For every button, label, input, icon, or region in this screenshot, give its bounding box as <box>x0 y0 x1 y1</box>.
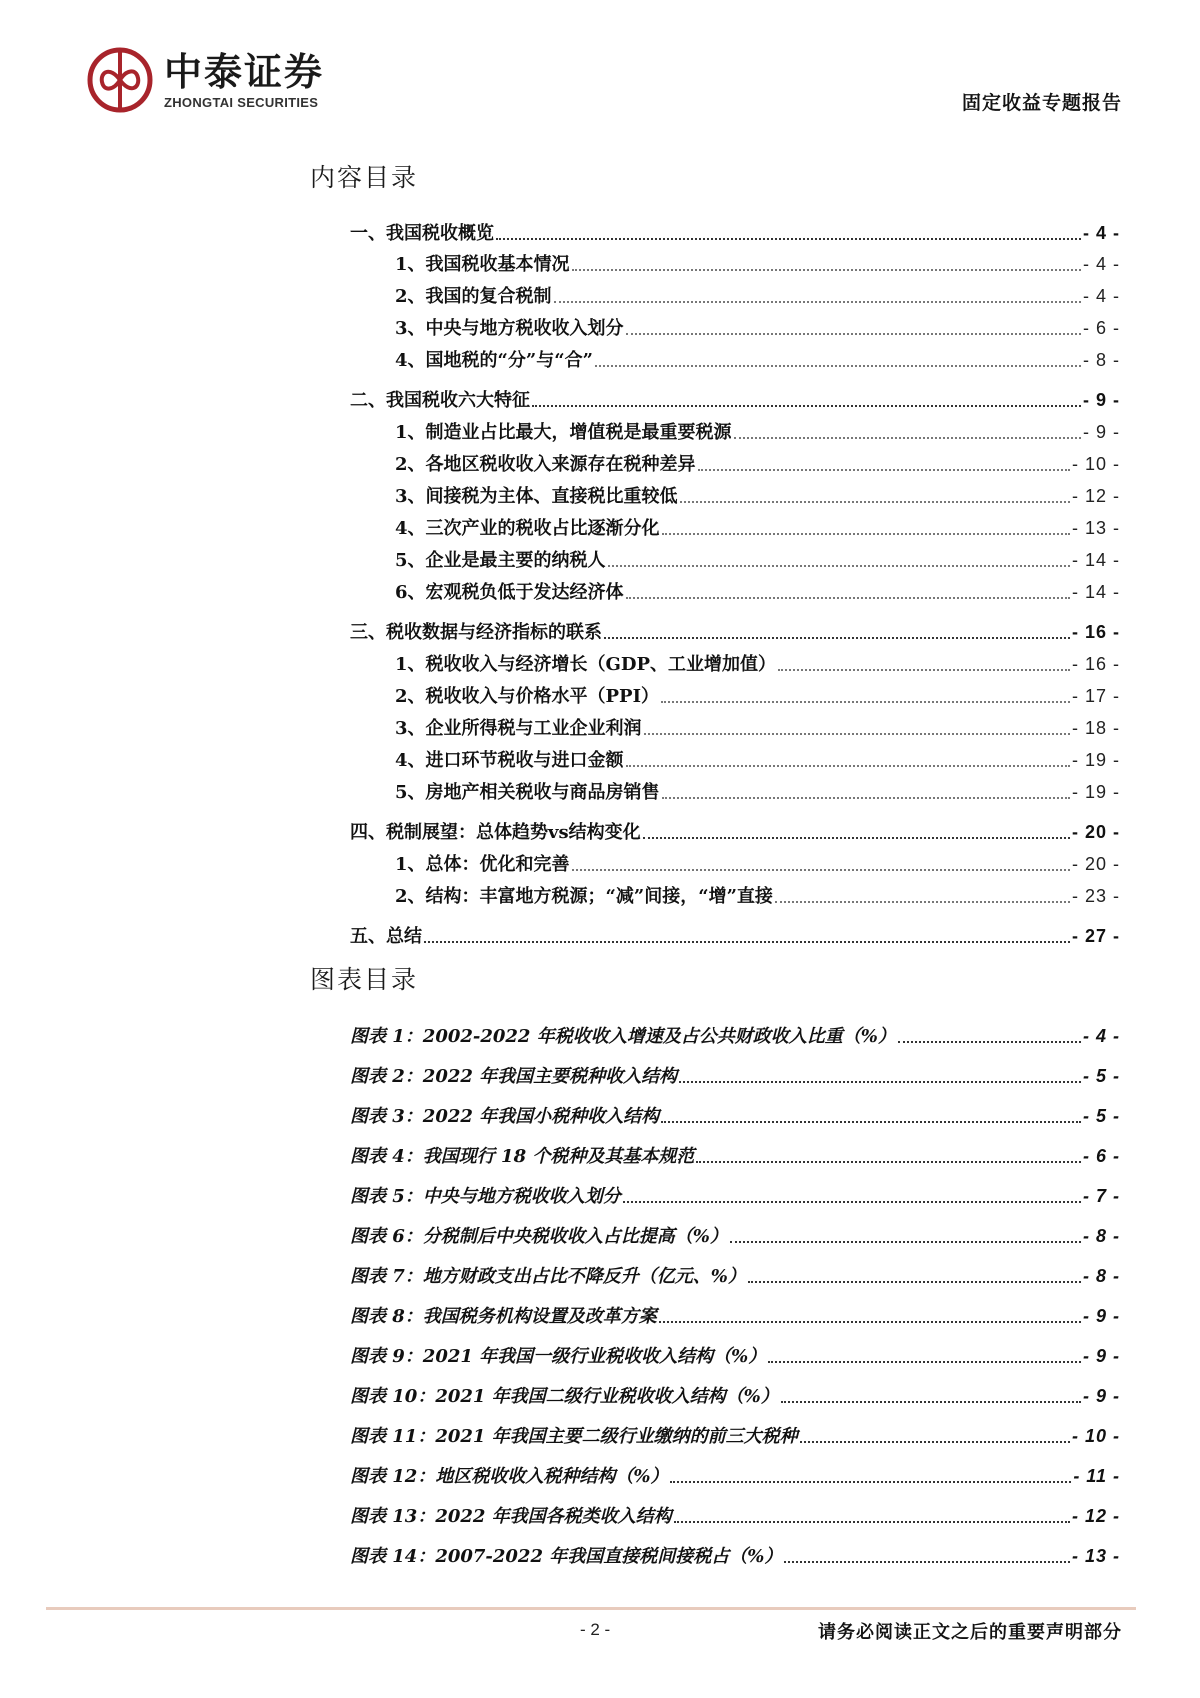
dot-leader <box>572 852 1070 871</box>
toc-entry[interactable] <box>395 420 1120 444</box>
figure-entry[interactable] <box>350 1264 1120 1288</box>
figure-entry[interactable] <box>350 1184 1120 1208</box>
toc-entry-page: - 4 - <box>1082 286 1120 306</box>
toc-entry[interactable] <box>395 252 1120 276</box>
toc-entry[interactable] <box>350 820 1120 844</box>
dot-leader <box>800 1424 1070 1443</box>
zhongtai-logo-icon <box>86 46 154 114</box>
dot-leader <box>661 684 1070 703</box>
toc-entry[interactable] <box>395 852 1120 876</box>
report-type-label: 固定收益专题报告 <box>961 92 1122 114</box>
toc-entry-label: 五、总结 <box>350 926 422 947</box>
toc-entry-label: 1、我国税收基本情况 <box>395 254 570 275</box>
toc-entry-label: 1、总体：优化和完善 <box>395 854 570 875</box>
dot-leader <box>730 1224 1081 1243</box>
dot-leader <box>623 1184 1081 1203</box>
figure-entry[interactable] <box>350 1424 1120 1448</box>
toc-entry-page: - 8 - <box>1082 350 1120 370</box>
dot-leader <box>554 284 1081 303</box>
toc-entry-page: - 12 - <box>1071 486 1120 506</box>
toc-entry[interactable] <box>395 516 1120 540</box>
toc-entry-label: 5、房地产相关税收与商品房销售 <box>395 782 660 803</box>
toc-entry-page: - 13 - <box>1071 518 1120 538</box>
dot-leader <box>608 548 1070 567</box>
figure-entry-label: 图表 8：我国税务机构设置及改革方案 <box>350 1306 657 1327</box>
dot-leader <box>626 748 1070 767</box>
figure-entry[interactable] <box>350 1384 1120 1408</box>
toc-entry[interactable] <box>395 716 1120 740</box>
toc-entry-label: 2、税收收入与价格水平（PPI） <box>395 686 660 707</box>
toc-entry-label: 3、企业所得税与工业企业利润 <box>395 718 642 739</box>
toc-entry-label: 6、宏观税负低于发达经济体 <box>395 582 624 603</box>
toc-entry-page: - 4 - <box>1082 254 1120 274</box>
dot-leader <box>698 452 1070 471</box>
toc-entry-label: 1、税收收入与经济增长（GDP、工业增加值） <box>395 654 777 675</box>
figure-entry[interactable] <box>350 1064 1120 1088</box>
company-logo <box>86 46 324 114</box>
toc-entry-page: - 19 - <box>1071 750 1120 770</box>
figure-entry[interactable] <box>350 1024 1120 1048</box>
toc-entry-label: 4、三次产业的税收占比逐渐分化 <box>395 518 660 539</box>
toc-entry-page: - 17 - <box>1071 686 1120 706</box>
dot-leader <box>595 348 1081 367</box>
toc-entry-page: - 16 - <box>1071 622 1120 642</box>
figure-entry-page: - 9 - <box>1082 1346 1120 1366</box>
figure-entry-label: 图表 4：我国现行 18 个税种及其基本规范 <box>350 1146 695 1167</box>
page-number: - 2 - <box>580 1620 611 1639</box>
toc-entry[interactable] <box>395 348 1120 372</box>
toc-entry-page: - 23 - <box>1071 886 1120 906</box>
toc-entry-page: - 4 - <box>1082 223 1120 243</box>
figure-entry-page: - 6 - <box>1082 1146 1120 1166</box>
figure-entry-page: - 7 - <box>1082 1186 1120 1206</box>
figure-entry-label: 图表 12：地区税收收入税种结构（%） <box>350 1466 669 1487</box>
figure-entry-page: - 8 - <box>1082 1226 1120 1246</box>
toc-entry-label: 4、国地税的“分”与“合” <box>395 350 593 371</box>
toc-entry-label: 2、结构：丰富地方税源；“减”间接，“增”直接 <box>395 886 773 907</box>
dot-leader <box>659 1304 1081 1323</box>
toc-entry-page: - 14 - <box>1071 582 1120 602</box>
dot-leader <box>768 1344 1081 1363</box>
toc-entry-label: 四、税制展望：总体趋势vs结构变化 <box>350 822 641 843</box>
dot-leader <box>604 620 1070 639</box>
figure-entry-label: 图表 6：分税制后中央税收收入占比提高（%） <box>350 1226 728 1247</box>
toc-entry[interactable] <box>395 652 1120 676</box>
dot-leader <box>662 780 1070 799</box>
dot-leader <box>661 1104 1081 1123</box>
figure-entry-label: 图表 2：2022 年我国主要税种收入结构 <box>350 1066 678 1087</box>
disclaimer-note: 请务必阅读正文之后的重要声明部分 <box>818 1622 1122 1643</box>
figure-entry-label: 图表 3：2022 年我国小税种收入结构 <box>350 1106 660 1127</box>
figure-entry[interactable] <box>350 1224 1120 1248</box>
toc-entry[interactable] <box>395 452 1120 476</box>
figure-entry-label: 图表 7：地方财政支出占比不降反升（亿元、%） <box>350 1266 746 1287</box>
toc-entry-page: - 20 - <box>1071 822 1120 842</box>
figure-entry-label: 图表 5：中央与地方税收收入划分 <box>350 1186 621 1207</box>
dot-leader <box>424 924 1070 943</box>
toc-entry[interactable] <box>395 884 1120 908</box>
toc-entry[interactable] <box>395 684 1120 708</box>
dot-leader <box>679 1064 1081 1083</box>
logo-english-name: ZHONGTAI SECURITIES <box>164 94 319 110</box>
figure-entry-page: - 11 - <box>1073 1466 1120 1486</box>
toc-entry-page: - 9 - <box>1082 390 1120 410</box>
dot-leader <box>496 221 1081 240</box>
figure-entry-label: 图表 14：2007-2022 年我国直接税间接税占（%） <box>350 1546 783 1567</box>
figure-entry-label: 图表 1：2002-2022 年税收收入增速及占公共财政收入比重（%） <box>350 1026 896 1047</box>
toc-entry-label: 4、进口环节税收与进口金额 <box>395 750 624 771</box>
toc-entry[interactable] <box>395 284 1120 308</box>
dot-leader <box>781 1384 1081 1403</box>
toc-entry-label: 2、各地区税收收入来源存在税种差异 <box>395 454 696 475</box>
toc-entry-page: - 6 - <box>1082 318 1120 338</box>
toc-entry-page: - 27 - <box>1071 926 1120 946</box>
figure-entry-page: - 5 - <box>1082 1066 1120 1086</box>
figure-entry-page: - 12 - <box>1071 1506 1120 1526</box>
figure-entry[interactable] <box>350 1304 1120 1328</box>
toc-entry[interactable] <box>350 924 1120 948</box>
figure-entry-page: - 5 - <box>1082 1106 1120 1126</box>
figure-entry-page: - 13 - <box>1071 1546 1120 1566</box>
toc-entry-label: 一、我国税收概览 <box>350 223 494 244</box>
dot-leader <box>680 484 1070 503</box>
toc-entry-page: - 9 - <box>1082 422 1120 442</box>
figure-entry[interactable] <box>350 1104 1120 1128</box>
toc-entry[interactable] <box>395 780 1120 804</box>
toc-entry[interactable] <box>395 580 1120 604</box>
toc-entry-label: 三、税收数据与经济指标的联系 <box>350 622 602 643</box>
figure-entry[interactable] <box>350 1544 1120 1568</box>
figure-entry-page: - 8 - <box>1082 1266 1120 1286</box>
toc-entry-page: - 10 - <box>1071 454 1120 474</box>
footer-divider <box>46 1607 1136 1610</box>
toc-entry-page: - 20 - <box>1071 854 1120 874</box>
figure-entry[interactable] <box>350 1344 1120 1368</box>
toc-entry-page: - 19 - <box>1071 782 1120 802</box>
figure-entry-label: 图表 9：2021 年我国一级行业税收收入结构（%） <box>350 1346 767 1367</box>
figure-entry-label: 图表 11：2021 年我国主要二级行业缴纳的前三大税种 <box>350 1426 798 1447</box>
dot-leader <box>644 716 1070 735</box>
logo-chinese-name: 中泰证券 <box>164 49 325 94</box>
dot-leader <box>532 388 1081 407</box>
toc-entry[interactable] <box>350 388 1120 412</box>
dot-leader <box>626 316 1081 335</box>
dot-leader <box>778 652 1070 671</box>
toc-entry-label: 2、我国的复合税制 <box>395 286 552 307</box>
figure-entry-page: - 10 - <box>1071 1426 1120 1446</box>
dot-leader <box>696 1144 1081 1163</box>
dot-leader <box>674 1504 1070 1523</box>
dot-leader <box>643 820 1070 839</box>
toc-entry[interactable] <box>395 484 1120 508</box>
toc-entry-label: 3、间接税为主体、直接税比重较低 <box>395 486 678 507</box>
dot-leader <box>898 1024 1081 1043</box>
toc-entry-label: 1、制造业占比最大，增值税是最重要税源 <box>395 422 732 443</box>
dot-leader <box>784 1544 1070 1563</box>
figures-title: 图表目录 <box>310 965 419 994</box>
toc-entry[interactable] <box>395 316 1120 340</box>
toc-entry[interactable] <box>395 548 1120 572</box>
toc-entry-label: 二、我国税收六大特征 <box>350 390 530 411</box>
figure-entry[interactable] <box>350 1464 1120 1488</box>
figure-entry-page: - 4 - <box>1082 1026 1120 1046</box>
dot-leader <box>662 516 1070 535</box>
dot-leader <box>748 1264 1081 1283</box>
toc-title: 内容目录 <box>310 163 419 192</box>
figure-entry-page: - 9 - <box>1082 1306 1120 1326</box>
dot-leader <box>572 252 1081 271</box>
toc-entry-label: 5、企业是最主要的纳税人 <box>395 550 606 571</box>
dot-leader <box>670 1464 1071 1483</box>
toc-entry-page: - 18 - <box>1071 718 1120 738</box>
figure-entry-label: 图表 10：2021 年我国二级行业税收收入结构（%） <box>350 1386 779 1407</box>
toc-entry[interactable] <box>350 620 1120 644</box>
toc-entry[interactable] <box>395 748 1120 772</box>
toc-entry-label: 3、中央与地方税收收入划分 <box>395 318 624 339</box>
dot-leader <box>626 580 1070 599</box>
figure-entry[interactable] <box>350 1144 1120 1168</box>
toc-entry[interactable] <box>350 221 1120 245</box>
toc-entry-page: - 16 - <box>1071 654 1120 674</box>
figure-entry[interactable] <box>350 1504 1120 1528</box>
figure-entry-label: 图表 13：2022 年我国各税类收入结构 <box>350 1506 672 1527</box>
toc-entry-page: - 14 - <box>1071 550 1120 570</box>
dot-leader <box>775 884 1070 903</box>
dot-leader <box>734 420 1081 439</box>
figure-entry-page: - 9 - <box>1082 1386 1120 1406</box>
